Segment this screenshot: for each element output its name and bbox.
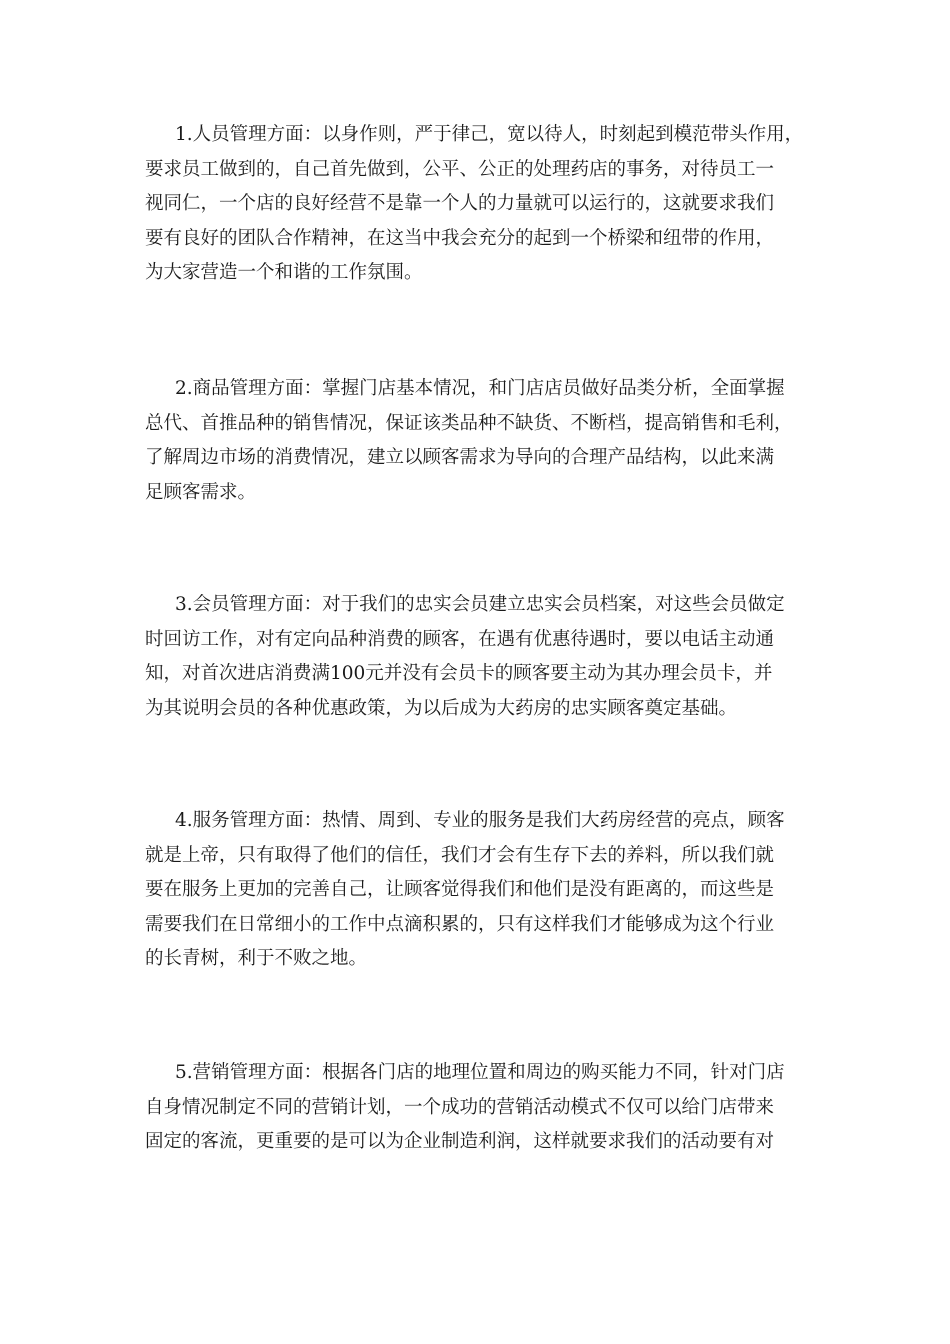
paragraph-line: 了解周边市场的消费情况，建立以顾客需求为导向的合理产品结构，以此来满 [145,447,775,468]
paragraph-line: 就是上帝，只有取得了他们的信任，我们才会有生存下去的养料，所以我们就 [145,844,775,866]
paragraph-line: 知，对首次进店消费满100元并没有会员卡的顾客要主动为其办理会员卡，并 [145,663,773,684]
paragraph-line: 时回访工作，对有定向品种消费的顾客，在遇有优惠待遇时，要以电话主动通 [145,628,775,650]
paragraph-line: 要求员工做到的，自己首先做到，公平、公正的处理药店的事务，对待员工一 [145,158,775,180]
paragraph-service-management [145,804,810,977]
paragraph-line: 自身情况制定不同的营销计划，一个成功的营销活动模式不仅可以给门店带来 [145,1096,775,1118]
paragraph-line: 3.会员管理方面：对于我们的忠实会员建立忠实会员档案，对这些会员做定 [175,594,785,615]
paragraph-line: 固定的客流，更重要的是可以为企业制造利润，这样就要求我们的活动要有对 [145,1131,775,1152]
paragraph-line: 2.商品管理方面：掌握门店基本情况，和门店店员做好品类分析，全面掌握 [175,378,785,399]
paragraph-staff-management [145,118,810,291]
paragraph-line: 1.人员管理方面：以身作则，严于律己，宽以待人，时刻起到模范带头作用， [175,124,804,145]
paragraph-line: 4.服务管理方面：热情、周到、专业的服务是我们大药房经营的亮点，顾客 [175,810,785,831]
paragraph-product-management [145,372,810,510]
paragraph-line: 需要我们在日常细小的工作中点滴积累的，只有这样我们才能够成为这个行业 [145,913,775,935]
paragraph-line: 5.营销管理方面：根据各门店的地理位置和周边的购买能力不同，针对门店 [175,1062,785,1083]
paragraph-line: 视同仁，一个店的良好经营不是靠一个人的力量就可以运行的，这就要求我们 [145,193,775,214]
paragraph-member-management [145,588,810,726]
paragraph-line: 总代、首推品种的销售情况，保证该类品种不缺货、不断档，提高销售和毛利， [145,412,793,434]
paragraph-line: 足顾客需求。 [145,481,257,503]
paragraph-line: 要有良好的团队合作精神，在这当中我会充分的起到一个桥梁和纽带的作用， [145,227,775,249]
paragraph-line: 为大家营造一个和谐的工作氛围。 [145,262,423,283]
paragraph-line: 为其说明会员的各种优惠政策，为以后成为大药房的忠实顾客奠定基础。 [145,697,738,719]
paragraph-marketing-management [145,1056,810,1160]
paragraph-line: 要在服务上更加的完善自己，让顾客觉得我们和他们是没有距离的，而这些是 [145,879,775,900]
paragraph-line: 的长青树，利于不败之地。 [145,948,368,969]
